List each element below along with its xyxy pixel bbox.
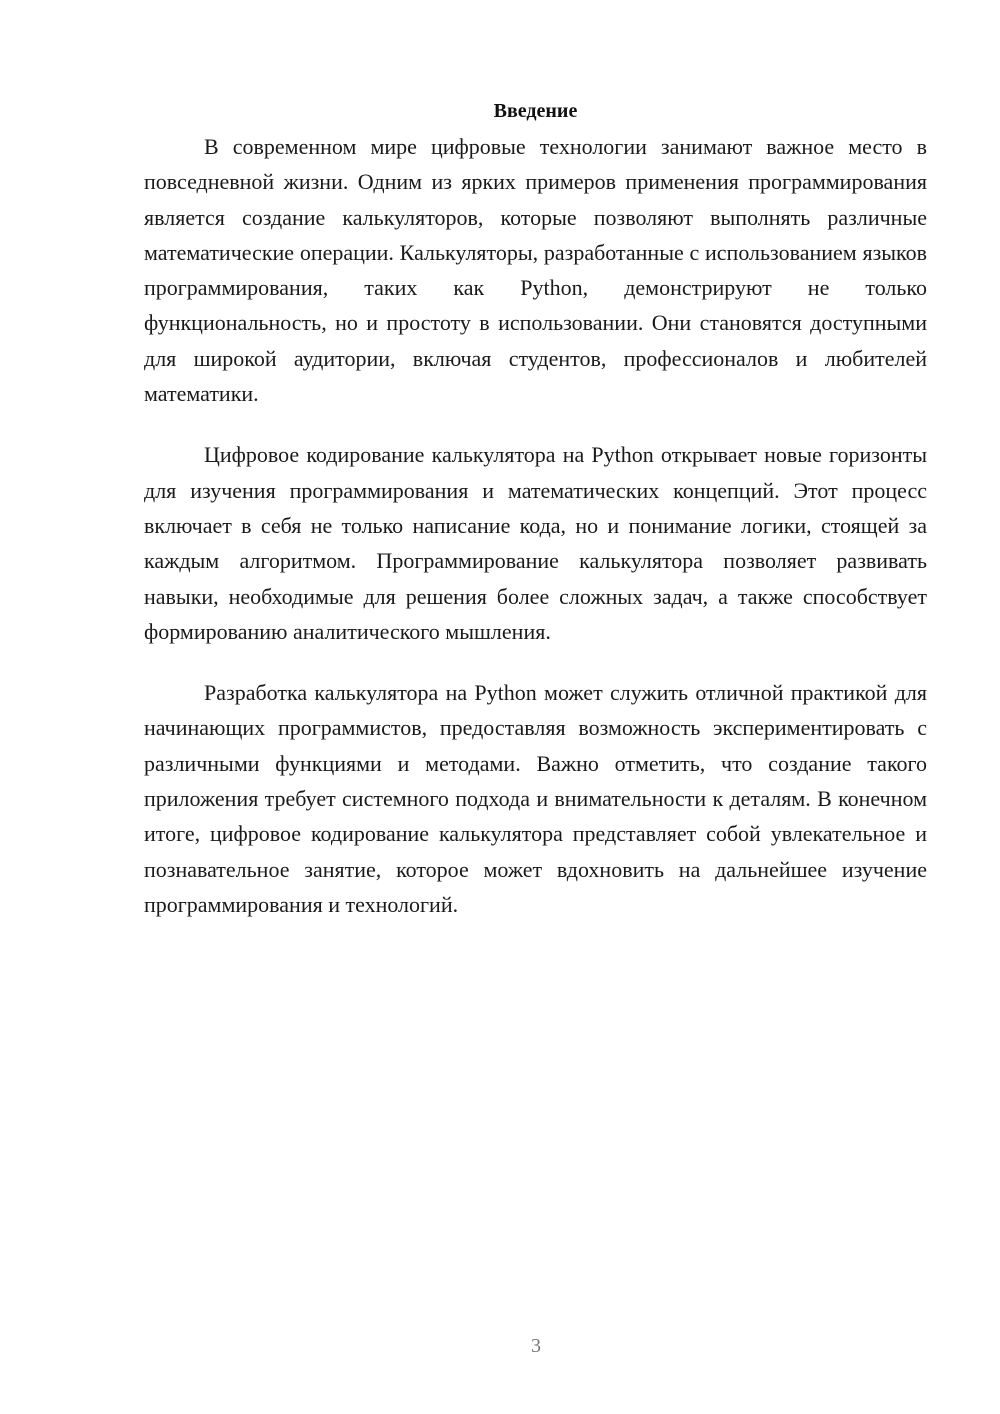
page-content xyxy=(144,96,927,948)
paragraph-2: Цифровое кодирование калькулятора на Python открывает новые горизонты для изучения программирования и математических концепций. Этот процесс включает в себя не только написание кода, но и понимание логики, стоящей за каждым алгоритмом. Программирование калькулятора позволяет развивать навыки, необходимые для решения более сложных задач, а также способствует формированию аналитического мышления. xyxy=(144,442,927,644)
page-number: 3 xyxy=(531,1335,541,1357)
paragraph-3: Разработка калькулятора на Python может служить отличной практикой для начинающих программистов, предоставляя возможность экспериментировать с различными функциями и методами. Важно отметить, что создание такого приложения требует системного подхода и внимательности к деталям. В конечном итоге, цифровое кодирование калькулятора представляет собой увлекательное и познавательное занятие, которое может вдохновить на дальнейшее изучение программирования и технологий. xyxy=(144,680,927,917)
section-title: Введение xyxy=(493,100,578,122)
paragraph-1: В современном мире цифровые технологии занимают важное место в повседневной жизни. Одним из ярких примеров применения программирования является создание калькуляторов, которые позволяют выполнять различные математические операции. Калькуляторы, разработанные с использованием языков программирования, таких как Python, демонстрируют не только функциональность, но и простоту в использовании. Они становятся доступными для широкой аудитории, включая студентов, профессионалов и любителей математики. xyxy=(144,134,927,407)
